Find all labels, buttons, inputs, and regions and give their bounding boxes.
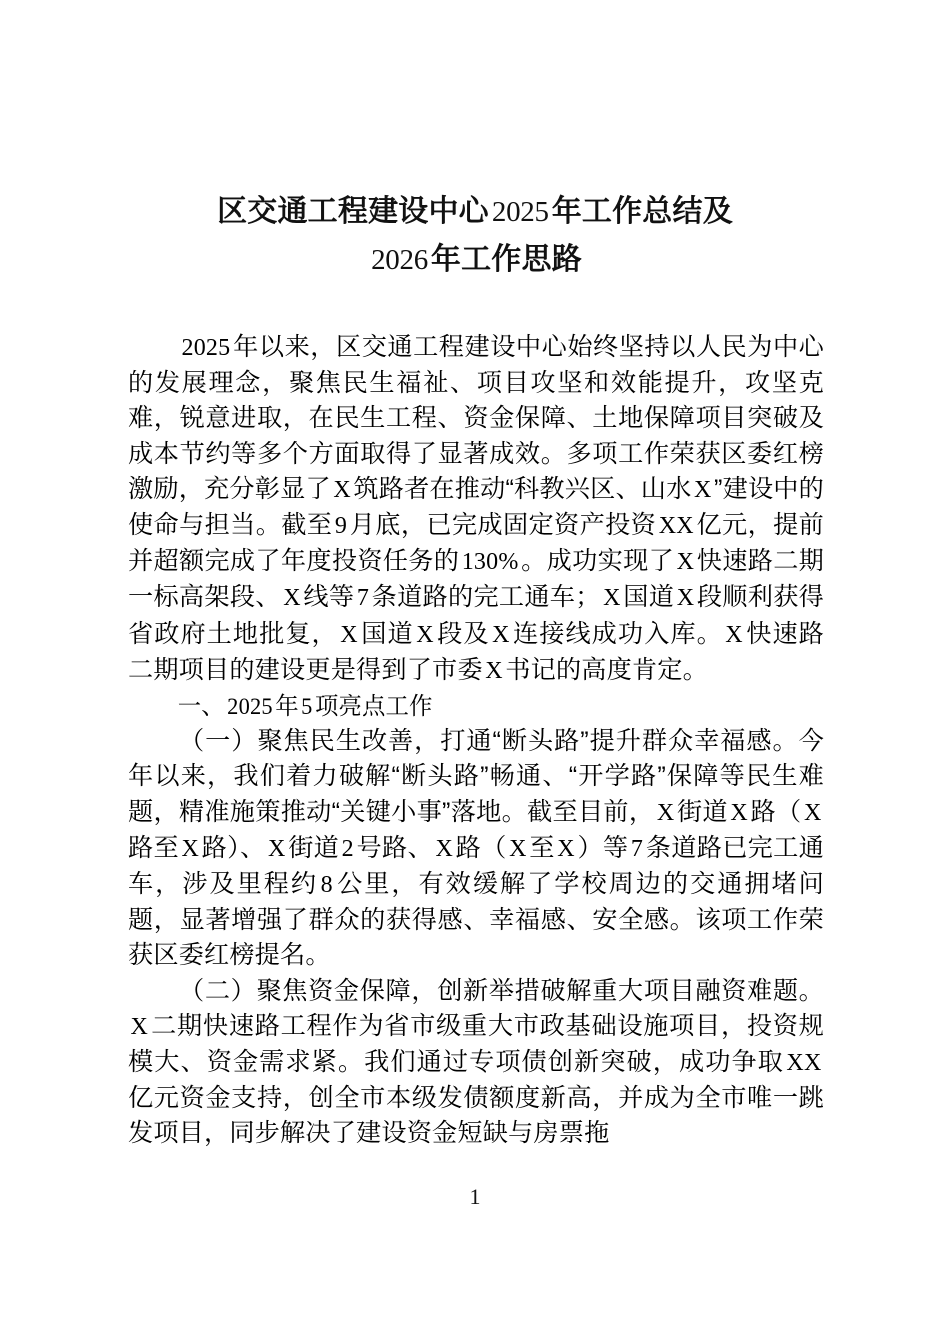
page-title-line-2-suffix: 年工作思路 (430, 243, 582, 277)
page-title-line-1 (128, 188, 822, 236)
paragraph-intro: 2025年以来，区交通工程建设中心始终坚持以人民为中心的发展理念，聚焦民生福祉、项目攻坚和效能提升，攻坚克难，锐意进取，在民生工程、资金保障、土地保障项目突破及成本节约等多个方面取得了显著成效。多项工作荣获区委红榜激励，充分彰显了 X筑路者在推动“科教兴区、山水 X”建设中的使命与担当。截至 9月底，已完成固定资产投资 XX亿元，提前并超额完成了年度投资任务的 130%。成功实现了 X快速路二期一标高架段、 X线等 7条道路的完工通车； X国道 X段顺利获得省政府土地批复， X国道 X段及 X连接线成功入库。 X快速路二期项目的建设更是得到了市委 X书记的高度肯定。 (128, 333, 825, 684)
page-title-line-1-year: 2025 (491, 196, 549, 229)
page-title (128, 188, 822, 284)
page-title-line-1-prefix: 区交通工程建设中心 (217, 195, 489, 229)
section-heading-one: 一、 2025 年 5 项亮点工作 (177, 693, 433, 721)
page-title-line-1-suffix: 年工作总结及 (551, 195, 733, 229)
paragraph-item-two: （二）聚焦资金保障，创新举措破解重大项目融资难题。X二期快速路工程作为省市级重大市政基础设施项目，投资规模大、资金需求紧。我们通过专项债创新突破，成功争取 XX亿元资金支持，创全市本级发债额度新高，并成为全市唯一跳发项目，同步解决了建设资金短缺与房票拖 (128, 976, 824, 1148)
document-body (128, 330, 824, 1152)
page-number: 1 (469, 1184, 481, 1209)
paragraph-item-one: （一）聚焦民生改善，打通“断头路”提升群众幸福感。今年以来，我们着力破解“断头路”畅通、“开学路”保障等民生难题，精准施策推动“关键小事”落地。截至目前， X街道 X路（ X路至 X路）、 X街道 2号路、 X路（ X至 X）等 7条道路已完工通车，涉及里程约 8公里，有效缓解了学校周边的交通拥堵问题，显著增强了群众的获得感、幸福感、安全感。该项工作荣获区委红榜提名。 (128, 727, 824, 970)
page-title-line-2 (128, 236, 822, 284)
page-title-line-2-year: 2026 (371, 244, 428, 277)
